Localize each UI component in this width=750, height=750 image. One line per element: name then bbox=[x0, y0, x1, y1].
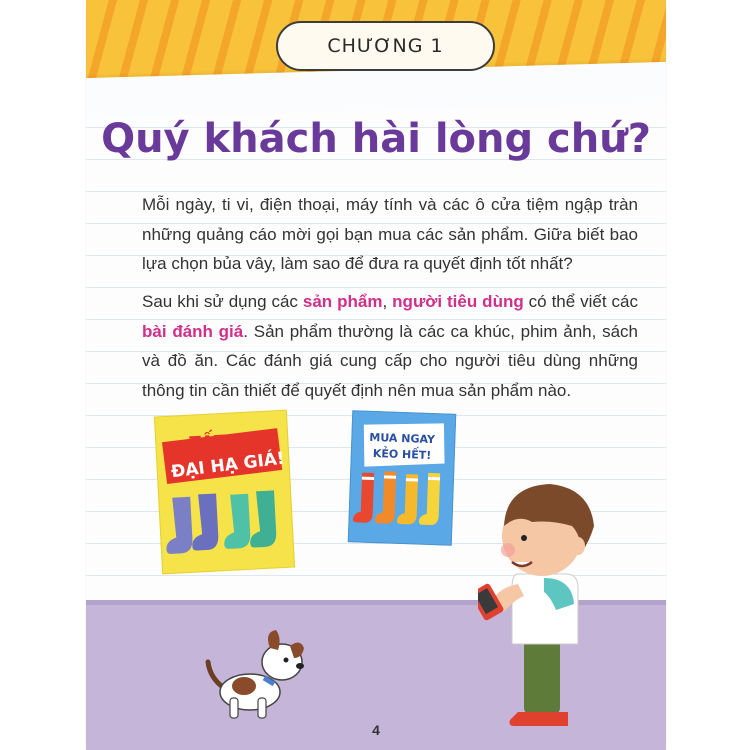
paragraph-1: Mỗi ngày, ti vi, điện thoại, máy tính và các ô cửa tiệm ngập tràn những quảng cáo mời gọi bạn mua các sản phẩm. Giữa biết bao lựa chọn bủa vây, làm sao để đưa ra quyết định tốt nhất? bbox=[142, 195, 638, 273]
paragraph-2-text: . Sản phẩm thường là các ca khúc, phim ảnh, sách và đồ ăn. Các đánh giá cung cấp cho người tiêu dùng những thông tin cần thiết để quyết định nên mua sản phẩm nào. bbox=[142, 321, 638, 400]
highlight-consumers: người tiêu dùng bbox=[392, 292, 524, 311]
chapter-label: CHƯƠNG 1 bbox=[276, 21, 495, 71]
sock-sale-poster bbox=[154, 410, 295, 575]
highlight-reviews: bài đánh giá bbox=[142, 321, 244, 341]
boy-illustration bbox=[478, 466, 628, 736]
paragraph-2-text: có thể viết các bbox=[523, 292, 639, 311]
dog-illustration bbox=[204, 628, 314, 723]
page-title: Quý khách hài lòng chứ? bbox=[101, 116, 651, 162]
buy-now-poster bbox=[348, 410, 457, 546]
page-number: 4 bbox=[372, 722, 380, 738]
poster1-line2: ĐẠI HẠ GIÁ! bbox=[170, 448, 286, 483]
highlight-products: sản phẩm bbox=[302, 292, 383, 311]
paragraph-2-text: , bbox=[382, 292, 393, 311]
book-page bbox=[86, 0, 666, 750]
paragraph-2-text: Sau khi sử dụng các bbox=[142, 292, 303, 311]
paragraph-2 bbox=[142, 287, 638, 405]
poster2-line1: MUA NGAY bbox=[369, 430, 436, 447]
poster2-line2: KẺO HẾT! bbox=[372, 446, 432, 463]
poster1-line1: TẤT bbox=[188, 431, 227, 454]
